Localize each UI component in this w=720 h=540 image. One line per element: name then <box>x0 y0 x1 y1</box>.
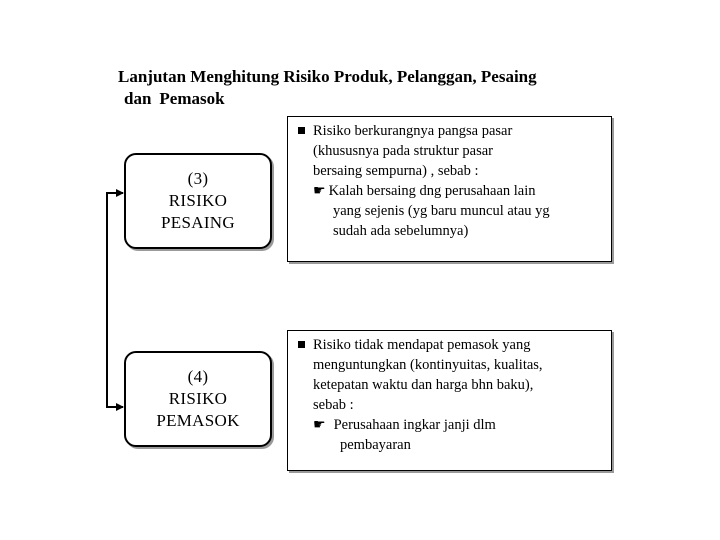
risk-box-pemasok <box>124 351 272 447</box>
desc4-text-1: Risiko tidak mendapat pemasok yang <box>313 337 531 353</box>
title-word-dan: dan <box>124 89 152 108</box>
square-bullet-icon <box>298 127 305 134</box>
desc3-sub-text-2: yang sejenis (yg baru muncul atau yg <box>333 203 550 219</box>
desc3-sub-text-1: Kalah bersaing dng perusahaan lain <box>328 183 536 199</box>
desc4-sub-text-1: Perusahaan ingkar janji dlm <box>333 417 496 433</box>
risk-box-pesaing <box>124 153 272 249</box>
box3-number: (3) <box>187 169 209 188</box>
title-word-pemasok: Pemasok <box>159 89 225 108</box>
description-box-pesaing <box>287 116 612 262</box>
desc3-sub-text-3: sudah ada sebelumnya) <box>333 223 469 239</box>
desc3-text-2: (khususnya pada struktur pasar <box>313 143 493 159</box>
square-bullet-icon <box>298 341 305 348</box>
box4-label-1: RISIKO <box>168 389 228 408</box>
box3-label-1: RISIKO <box>168 191 228 210</box>
desc4-text-2: menguntungkan (kontinyuitas, kualitas, <box>313 357 543 373</box>
description-box-pemasok <box>287 330 612 471</box>
desc4-text-3: ketepatan waktu dan harga bhn baku), <box>313 377 534 393</box>
desc4-sub-text-2: pembayaran <box>340 437 411 453</box>
desc3-text-3: bersaing sempurna) , sebab : <box>313 163 479 179</box>
pointing-hand-icon: ☛ <box>313 183 326 199</box>
desc4-text-4: sebab : <box>313 397 354 413</box>
box4-number: (4) <box>187 367 209 386</box>
box4-label-2: PEMASOK <box>156 411 240 430</box>
desc4-bullet <box>296 335 605 355</box>
desc4-sub-item <box>296 415 605 435</box>
box3-label-2: PESAING <box>161 213 235 232</box>
desc3-sub-item <box>296 181 605 201</box>
pointing-hand-icon: ☛ <box>313 417 326 433</box>
desc3-bullet <box>296 121 605 141</box>
desc3-text-1: Risiko berkurangnya pangsa pasar <box>313 123 513 139</box>
title-line-1: Lanjutan Menghitung Risiko Produk, Pelanggan, Pesaing <box>118 67 537 86</box>
